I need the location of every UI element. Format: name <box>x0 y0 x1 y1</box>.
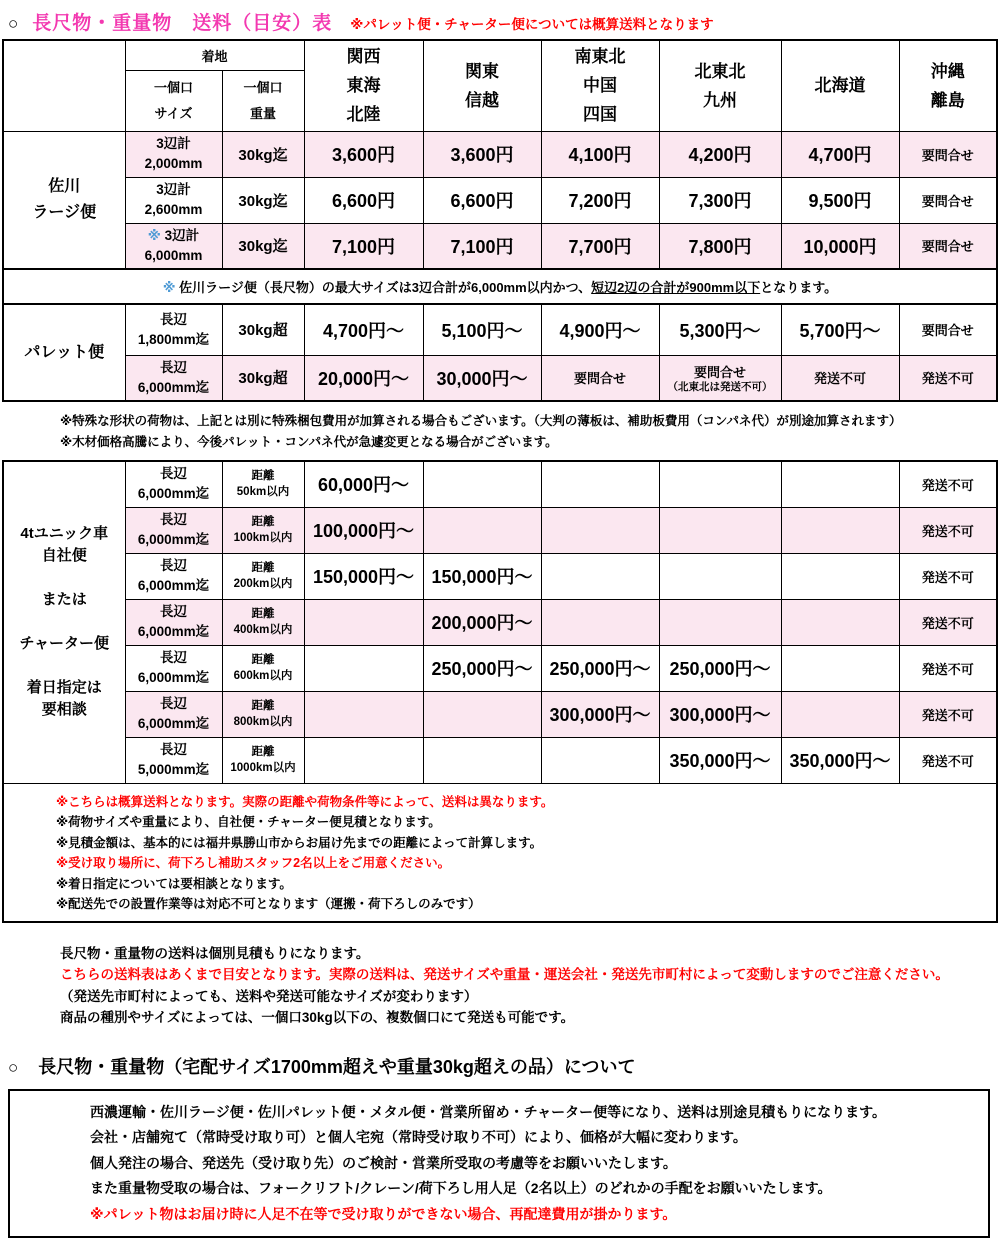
distance-cell: 距離 200km以内 <box>222 553 304 599</box>
header-region-3: 北東北 九州 <box>659 40 781 131</box>
rate-cell: 7,100円 <box>304 223 423 269</box>
note-line: ※配送先での設置作業等は対応不可となります（運搬・荷下ろしのみです） <box>56 894 996 915</box>
table-row <box>3 355 997 401</box>
note-line: ※着日指定については要相談となります。 <box>56 874 996 895</box>
size-cell: 長辺 6,000mm迄 <box>125 691 222 737</box>
table-row <box>3 461 997 507</box>
rate-cell: 発送不可 <box>899 737 997 783</box>
header-region-2: 南東北 中国 四国 <box>541 40 659 131</box>
rate-cell: 発送不可 <box>899 553 997 599</box>
rate-cell: 発送不可 <box>899 355 997 401</box>
rate-cell <box>304 645 423 691</box>
header-region-5: 沖縄 離島 <box>899 40 997 131</box>
rate-cell <box>541 553 659 599</box>
info-line: 会社・店舗宛て（常時受け取り可）と個人宅宛（常時受け取り不可）により、価格が大幅に変わります。 <box>90 1125 980 1151</box>
info-line: また重量物受取の場合は、フォークリフト/クレーン/荷下ろし用人足（2名以上）のどれかの手配をお願いいたします。 <box>90 1176 980 1202</box>
rate-cell <box>659 599 781 645</box>
rate-cell <box>781 507 899 553</box>
table-row <box>3 737 997 783</box>
estimate-paragraph <box>60 943 1000 1029</box>
page-title-text: 長尺物・重量物 送料（目安）表 <box>32 8 332 35</box>
size-cell: 3辺計 2,600mm <box>125 177 222 223</box>
paragraph-line: 長尺物・重量物の送料は個別見積もりになります。 <box>60 943 1000 965</box>
header-destination: 着地 <box>125 40 304 70</box>
rate-cell <box>423 737 541 783</box>
rate-cell: 要問合せ <box>899 131 997 177</box>
table-row <box>3 223 997 269</box>
table-row <box>3 691 997 737</box>
page-title-note: ※パレット便・チャーター便については概算送料となります <box>350 13 713 33</box>
distance-cell: 距離 100km以内 <box>222 507 304 553</box>
table-row <box>3 599 997 645</box>
table-row <box>3 131 997 177</box>
distance-cell: 距離 600km以内 <box>222 645 304 691</box>
page-title <box>8 8 1000 35</box>
distance-cell: 距離 1000km以内 <box>222 737 304 783</box>
rate-cell: 200,000円～ <box>423 599 541 645</box>
rate-cell <box>423 507 541 553</box>
note-line: ※こちらは概算送料となります。実際の距離や荷物条件等によって、送料は異なります。 <box>56 792 996 813</box>
service-label-charter: 4tユニック車 自社便 または チャーター便 着日指定は 要相談 <box>3 461 125 783</box>
header-region-4: 北海道 <box>781 40 899 131</box>
rate-cell: 100,000円～ <box>304 507 423 553</box>
rate-cell: 350,000円～ <box>659 737 781 783</box>
distance-cell: 距離 800km以内 <box>222 691 304 737</box>
rate-cell: 発送不可 <box>781 355 899 401</box>
rate-cell: 発送不可 <box>899 645 997 691</box>
rate-cell: 発送不可 <box>899 599 997 645</box>
info-line: 個人発注の場合、発送先（受け取り先）のご検討・営業所受取の考慮等をお願いいたします。 <box>90 1151 980 1177</box>
rate-cell: 要問合せ <box>899 177 997 223</box>
paragraph-line: こちらの送料表はあくまで目安となります。実際の送料は、発送サイズや重量・運送会社・発送先市町村によって変動しますのでご注意ください。 <box>60 964 1000 986</box>
table-row <box>3 507 997 553</box>
size-cell: 長辺 6,000mm迄 <box>125 599 222 645</box>
rate-cell: 発送不可 <box>899 461 997 507</box>
paragraph-line: （発送先市町村によっても、送料や発送可能なサイズが変わります） <box>60 986 1000 1008</box>
rate-cell: 4,100円 <box>541 131 659 177</box>
rate-cell <box>541 737 659 783</box>
rate-cell: 60,000円～ <box>304 461 423 507</box>
rate-cell <box>659 507 781 553</box>
size-cell: 長辺 6,000mm迄 <box>125 645 222 691</box>
rate-cell: 要問合せ <box>541 355 659 401</box>
note-line: ※木材価格高騰により、今後パレット・コンパネ代が急遽変更となる場合がございます。 <box>60 432 1000 453</box>
circle-bullet-icon: ○ <box>8 14 18 34</box>
rate-cell: 30,000円～ <box>423 355 541 401</box>
note-line: ※特殊な形状の荷物は、上記とは別に特殊梱包費用が加算される場合もございます。（大判の薄板は、補助板費用（コンパネ代）が別途加算されます） <box>60 411 1000 432</box>
section2-heading <box>8 1053 1000 1079</box>
rate-cell: 5,700円～ <box>781 304 899 355</box>
note-line: ※荷物サイズや重量により、自社便・チャーター便見積となります。 <box>56 812 996 833</box>
size-cell: 3辺計 2,000mm <box>125 131 222 177</box>
rate-cell: 7,100円 <box>423 223 541 269</box>
rate-cell: 300,000円～ <box>659 691 781 737</box>
rate-cell: 6,600円 <box>304 177 423 223</box>
rate-cell <box>781 553 899 599</box>
rate-cell: 3,600円 <box>423 131 541 177</box>
rate-cell <box>781 691 899 737</box>
weight-cell: 30kg超 <box>222 304 304 355</box>
rate-cell: 4,900円～ <box>541 304 659 355</box>
rate-cell: 発送不可 <box>899 691 997 737</box>
distance-cell: 距離 400km以内 <box>222 599 304 645</box>
header-region-0: 関西 東海 北陸 <box>304 40 423 131</box>
note-line: ※受け取り場所に、荷下ろし補助スタッフ2名以上をご用意ください。 <box>56 853 996 874</box>
rate-cell: 5,100円～ <box>423 304 541 355</box>
circle-bullet-icon: ○ <box>8 1058 18 1078</box>
rate-cell <box>659 553 781 599</box>
note-line: ※見積金額は、基本的には福井県勝山市からお届け先までの距離によって計算します。 <box>56 833 996 854</box>
rate-cell: 7,800円 <box>659 223 781 269</box>
info-line: 西濃運輸・佐川ラージ便・佐川パレット便・メタル便・営業所留め・チャーター便等になり、送料は別途見積もりになります。 <box>90 1100 980 1126</box>
rate-cell <box>541 599 659 645</box>
size-cell: 長辺 6,000mm迄 <box>125 553 222 599</box>
rate-cell: 7,700円 <box>541 223 659 269</box>
rate-cell: 250,000円～ <box>423 645 541 691</box>
rate-cell: 要問合せ <box>899 304 997 355</box>
rate-cell <box>304 737 423 783</box>
paragraph-line: 商品の種別やサイズによっては、一個口30kg以下の、複数個口にて発送も可能です。 <box>60 1007 1000 1029</box>
table-row <box>3 304 997 355</box>
sagawa-size-note: ※ 佐川ラージ便（長尺物）の最大サイズは3辺合計が6,000mm以内かつ、短辺2辺の合計が900mm以下となります。 <box>3 269 997 304</box>
table-row <box>3 269 997 304</box>
rate-cell: 4,200円 <box>659 131 781 177</box>
rate-cell <box>541 461 659 507</box>
rate-cell <box>304 691 423 737</box>
rate-cell: 9,500円 <box>781 177 899 223</box>
rate-cell: 4,700円～ <box>304 304 423 355</box>
header-corner-cell <box>3 40 125 131</box>
pallet-notes <box>60 411 1000 453</box>
shipping-rate-table <box>2 39 998 402</box>
weight-cell: 30kg迄 <box>222 223 304 269</box>
charter-rate-table <box>2 460 998 923</box>
table-row <box>3 553 997 599</box>
rate-cell <box>423 461 541 507</box>
rate-cell: 3,600円 <box>304 131 423 177</box>
header-size-label: 一個口 サイズ <box>125 70 222 131</box>
rate-cell: 250,000円～ <box>659 645 781 691</box>
rate-cell <box>304 599 423 645</box>
rate-cell: 150,000円～ <box>304 553 423 599</box>
weight-cell: 30kg迄 <box>222 131 304 177</box>
charter-notes-box <box>3 783 997 922</box>
rate-cell: 20,000円～ <box>304 355 423 401</box>
rate-cell: 350,000円～ <box>781 737 899 783</box>
table-row <box>3 645 997 691</box>
rate-cell: 7,300円 <box>659 177 781 223</box>
rate-cell: 要問合せ <box>899 223 997 269</box>
heavy-item-info-box <box>8 1089 990 1238</box>
weight-cell: 30kg超 <box>222 355 304 401</box>
header-weight-label: 一個口 重量 <box>222 70 304 131</box>
rate-cell: 5,300円～ <box>659 304 781 355</box>
size-cell: 長辺 1,800mm迄 <box>125 304 222 355</box>
rate-cell: 6,600円 <box>423 177 541 223</box>
table-row <box>3 783 997 922</box>
rate-cell: 要問合せ （北東北は発送不可） <box>659 355 781 401</box>
rate-cell: 300,000円～ <box>541 691 659 737</box>
size-cell: 長辺 5,000mm迄 <box>125 737 222 783</box>
size-cell: ※ 3辺計 6,000mm <box>125 223 222 269</box>
rate-cell: 発送不可 <box>899 507 997 553</box>
rate-cell <box>781 645 899 691</box>
rate-cell <box>659 461 781 507</box>
table-row <box>3 40 997 70</box>
service-label-sagawa: 佐川 ラージ便 <box>3 131 125 269</box>
rate-cell <box>781 461 899 507</box>
section2-title-text: 長尺物・重量物（宅配サイズ1700mm超えや重量30kg超えの品）について <box>38 1053 635 1079</box>
header-region-1: 関東 信越 <box>423 40 541 131</box>
rate-cell: 4,700円 <box>781 131 899 177</box>
size-cell: 長辺 6,000mm迄 <box>125 355 222 401</box>
info-line: ※パレット物はお届け時に人足不在等で受け取りができない場合、再配達費用が掛かります。 <box>90 1202 980 1228</box>
service-label-pallet: パレット便 <box>3 304 125 401</box>
rate-cell: 7,200円 <box>541 177 659 223</box>
size-cell: 長辺 6,000mm迄 <box>125 507 222 553</box>
rate-cell: 150,000円～ <box>423 553 541 599</box>
rate-cell <box>541 507 659 553</box>
rate-cell: 250,000円～ <box>541 645 659 691</box>
distance-cell: 距離 50km以内 <box>222 461 304 507</box>
weight-cell: 30kg迄 <box>222 177 304 223</box>
size-cell: 長辺 6,000mm迄 <box>125 461 222 507</box>
rate-cell: 10,000円 <box>781 223 899 269</box>
rate-cell <box>423 691 541 737</box>
rate-cell <box>781 599 899 645</box>
table-row <box>3 177 997 223</box>
